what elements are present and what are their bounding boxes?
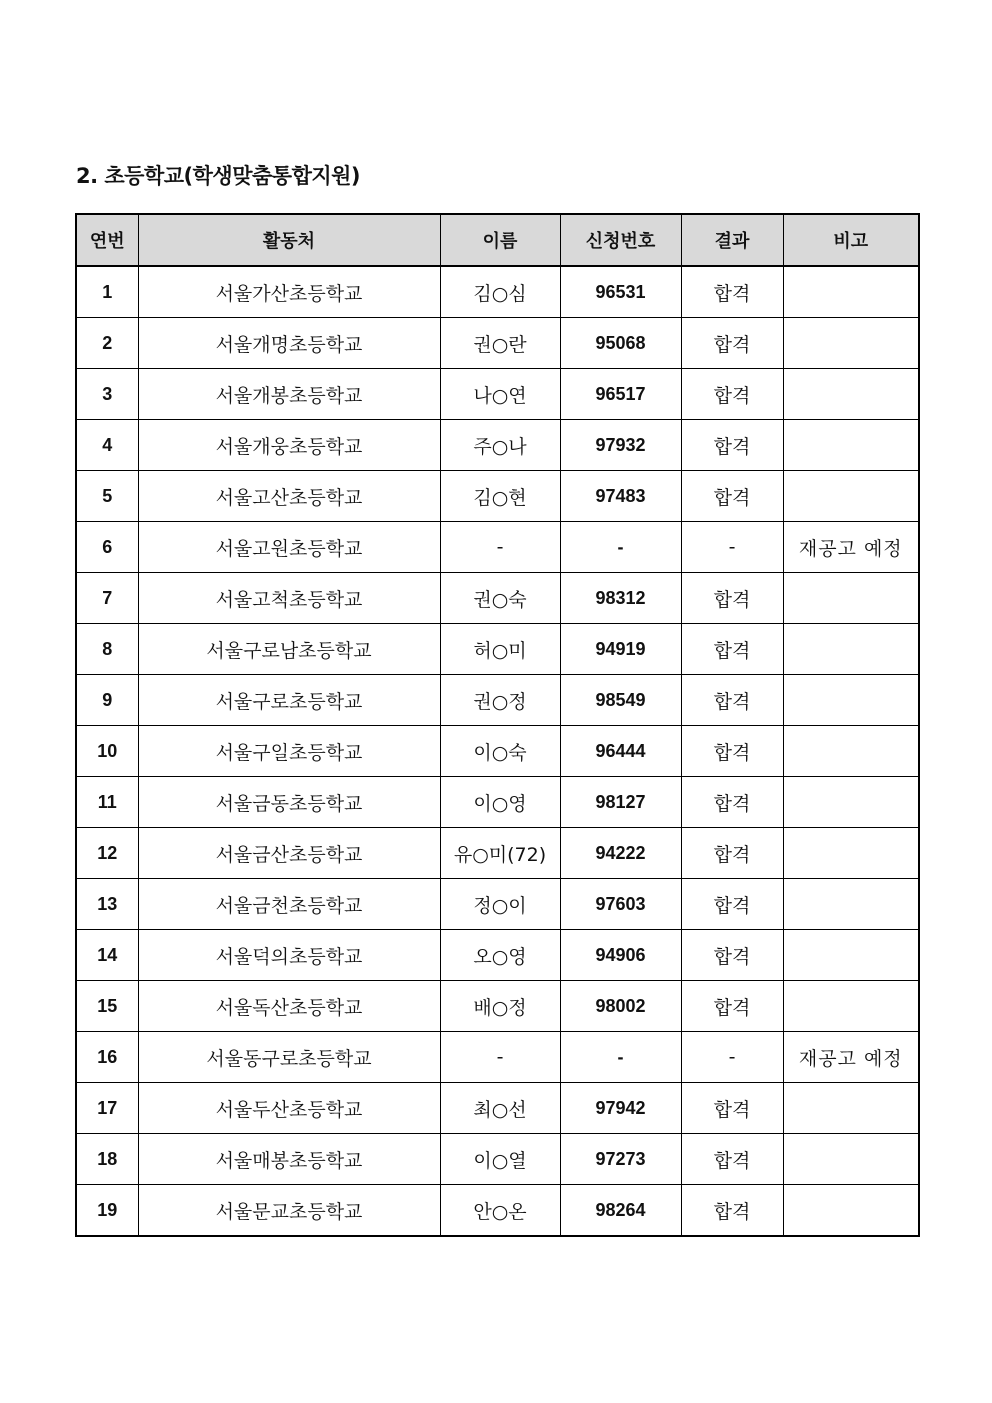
applicant-name-cell: 권○정 [440, 675, 560, 726]
header-no: 연번 [76, 214, 138, 266]
note-cell [783, 981, 919, 1032]
result-cell: - [681, 1032, 783, 1083]
table-row [76, 777, 919, 828]
note-cell [783, 1134, 919, 1185]
activity-place-cell: 서울매봉초등학교 [138, 1134, 440, 1185]
table-row [76, 522, 919, 573]
table-row [76, 266, 919, 318]
applicant-name-cell: 허○미 [440, 624, 560, 675]
table-row [76, 369, 919, 420]
note-cell [783, 828, 919, 879]
table-row [76, 1032, 919, 1083]
result-cell: 합격 [681, 471, 783, 522]
activity-place-cell: 서울독산초등학교 [138, 981, 440, 1032]
table-header-row [76, 214, 919, 266]
table-row [76, 981, 919, 1032]
header-application-number: 신청번호 [560, 214, 681, 266]
table-row [76, 1134, 919, 1185]
note-cell [783, 624, 919, 675]
applicant-name-cell: 김○현 [440, 471, 560, 522]
activity-place-cell: 서울구일초등학교 [138, 726, 440, 777]
application-number-cell: 97942 [560, 1083, 681, 1134]
note-cell: 재공고 예정 [783, 522, 919, 573]
table-row [76, 675, 919, 726]
table-row [76, 726, 919, 777]
header-name: 이름 [440, 214, 560, 266]
activity-place-cell: 서울덕의초등학교 [138, 930, 440, 981]
row-number-cell: 19 [76, 1185, 138, 1237]
table-row [76, 828, 919, 879]
note-cell: 재공고 예정 [783, 1032, 919, 1083]
note-cell [783, 1185, 919, 1237]
activity-place-cell: 서울문교초등학교 [138, 1185, 440, 1237]
applicant-name-cell: 이○영 [440, 777, 560, 828]
note-cell [783, 675, 919, 726]
application-number-cell: 94222 [560, 828, 681, 879]
result-cell: 합격 [681, 420, 783, 471]
application-number-cell: - [560, 1032, 681, 1083]
table-row [76, 318, 919, 369]
result-cell: 합격 [681, 981, 783, 1032]
application-number-cell: 97603 [560, 879, 681, 930]
application-number-cell: 96444 [560, 726, 681, 777]
row-number-cell: 12 [76, 828, 138, 879]
note-cell [783, 318, 919, 369]
results-table [75, 213, 920, 1237]
application-number-cell: 98549 [560, 675, 681, 726]
applicant-name-cell: 최○선 [440, 1083, 560, 1134]
note-cell [783, 726, 919, 777]
result-cell: 합격 [681, 318, 783, 369]
result-cell: 합격 [681, 266, 783, 318]
activity-place-cell: 서울구로초등학교 [138, 675, 440, 726]
application-number-cell: 96517 [560, 369, 681, 420]
applicant-name-cell: 정○이 [440, 879, 560, 930]
header-note: 비고 [783, 214, 919, 266]
note-cell [783, 573, 919, 624]
applicant-name-cell: 안○온 [440, 1185, 560, 1237]
result-cell: 합격 [681, 675, 783, 726]
note-cell [783, 369, 919, 420]
row-number-cell: 18 [76, 1134, 138, 1185]
result-cell: 합격 [681, 777, 783, 828]
application-number-cell: 94906 [560, 930, 681, 981]
applicant-name-cell: 주○나 [440, 420, 560, 471]
table-row [76, 1185, 919, 1237]
row-number-cell: 4 [76, 420, 138, 471]
result-cell: 합격 [681, 1083, 783, 1134]
applicant-name-cell: 권○숙 [440, 573, 560, 624]
section-title: 2. 초등학교(학생맞춤통합지원) [76, 164, 361, 188]
note-cell [783, 1083, 919, 1134]
table-row [76, 573, 919, 624]
row-number-cell: 8 [76, 624, 138, 675]
result-cell: 합격 [681, 624, 783, 675]
activity-place-cell: 서울고원초등학교 [138, 522, 440, 573]
application-number-cell: 98127 [560, 777, 681, 828]
row-number-cell: 16 [76, 1032, 138, 1083]
application-number-cell: 98312 [560, 573, 681, 624]
result-cell: 합격 [681, 1134, 783, 1185]
applicant-name-cell: 김○심 [440, 266, 560, 318]
applicant-name-cell: - [440, 522, 560, 573]
application-number-cell: 98264 [560, 1185, 681, 1237]
row-number-cell: 9 [76, 675, 138, 726]
row-number-cell: 14 [76, 930, 138, 981]
note-cell [783, 420, 919, 471]
result-cell: 합격 [681, 1185, 783, 1237]
table-row [76, 930, 919, 981]
activity-place-cell: 서울금동초등학교 [138, 777, 440, 828]
applicant-name-cell: 오○영 [440, 930, 560, 981]
applicant-name-cell: 유○미(72) [440, 828, 560, 879]
activity-place-cell: 서울구로남초등학교 [138, 624, 440, 675]
result-cell: 합격 [681, 369, 783, 420]
activity-place-cell: 서울가산초등학교 [138, 266, 440, 318]
application-number-cell: 97483 [560, 471, 681, 522]
activity-place-cell: 서울금산초등학교 [138, 828, 440, 879]
applicant-name-cell: 배○정 [440, 981, 560, 1032]
activity-place-cell: 서울금천초등학교 [138, 879, 440, 930]
table-row [76, 624, 919, 675]
header-result: 결과 [681, 214, 783, 266]
row-number-cell: 2 [76, 318, 138, 369]
table-row [76, 879, 919, 930]
application-number-cell: 97273 [560, 1134, 681, 1185]
application-number-cell: - [560, 522, 681, 573]
application-number-cell: 94919 [560, 624, 681, 675]
activity-place-cell: 서울고산초등학교 [138, 471, 440, 522]
note-cell [783, 930, 919, 981]
result-cell: 합격 [681, 573, 783, 624]
applicant-name-cell: 권○란 [440, 318, 560, 369]
applicant-name-cell: 나○연 [440, 369, 560, 420]
application-number-cell: 97932 [560, 420, 681, 471]
activity-place-cell: 서울동구로초등학교 [138, 1032, 440, 1083]
applicant-name-cell: 이○열 [440, 1134, 560, 1185]
application-number-cell: 98002 [560, 981, 681, 1032]
result-cell: 합격 [681, 726, 783, 777]
row-number-cell: 11 [76, 777, 138, 828]
row-number-cell: 3 [76, 369, 138, 420]
applicant-name-cell: 이○숙 [440, 726, 560, 777]
result-cell: 합격 [681, 828, 783, 879]
header-place: 활동처 [138, 214, 440, 266]
result-cell: 합격 [681, 930, 783, 981]
activity-place-cell: 서울개명초등학교 [138, 318, 440, 369]
row-number-cell: 7 [76, 573, 138, 624]
row-number-cell: 15 [76, 981, 138, 1032]
applicant-name-cell: - [440, 1032, 560, 1083]
application-number-cell: 96531 [560, 266, 681, 318]
activity-place-cell: 서울개봉초등학교 [138, 369, 440, 420]
row-number-cell: 6 [76, 522, 138, 573]
activity-place-cell: 서울개웅초등학교 [138, 420, 440, 471]
activity-place-cell: 서울고척초등학교 [138, 573, 440, 624]
row-number-cell: 5 [76, 471, 138, 522]
result-cell: - [681, 522, 783, 573]
table-row [76, 420, 919, 471]
note-cell [783, 777, 919, 828]
row-number-cell: 1 [76, 266, 138, 318]
row-number-cell: 17 [76, 1083, 138, 1134]
application-number-cell: 95068 [560, 318, 681, 369]
activity-place-cell: 서울두산초등학교 [138, 1083, 440, 1134]
row-number-cell: 13 [76, 879, 138, 930]
note-cell [783, 879, 919, 930]
note-cell [783, 266, 919, 318]
note-cell [783, 471, 919, 522]
table-row [76, 1083, 919, 1134]
table-row [76, 471, 919, 522]
result-cell: 합격 [681, 879, 783, 930]
row-number-cell: 10 [76, 726, 138, 777]
